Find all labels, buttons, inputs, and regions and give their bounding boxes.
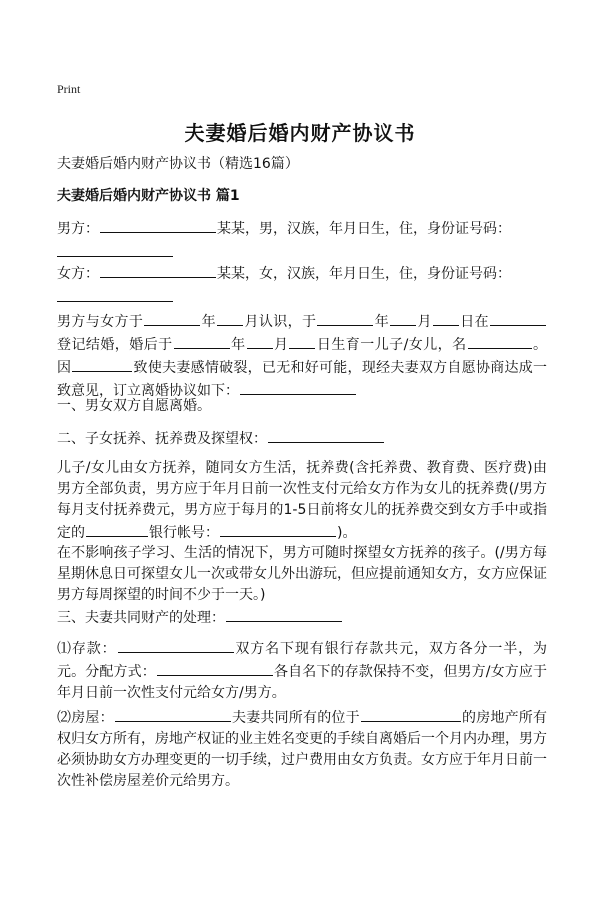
husband-paragraph (57, 217, 547, 257)
deposit-text-2: 双方名下现有银行存款共元，双方各分一半，为元。分配方式： (57, 641, 548, 680)
document-title: 夫妻婚后婚内财产协议书 (184, 121, 416, 145)
child-name-blank (468, 333, 532, 349)
wife-paragraph (57, 262, 547, 302)
wife-id-blank (57, 285, 173, 302)
intro-text-12: 致使夫妻感情破裂，已无和好可能，现经夫妻双方自愿协商达成一致意见，订立离婚协议如下： (57, 360, 548, 399)
wife-prefix: 女方： (57, 266, 99, 282)
item-3-blank (226, 606, 342, 622)
item-2-blank (268, 427, 384, 443)
reg-place-blank (490, 310, 546, 326)
intro-text-5: 月 (417, 314, 432, 330)
print-label: Print (57, 82, 81, 96)
birth-day-blank (289, 333, 315, 349)
designated-blank (86, 521, 148, 537)
reason-blank (72, 356, 132, 372)
intro-text-2: 年 (201, 314, 217, 330)
reg-month-blank (390, 310, 416, 326)
husband-id-blank (57, 240, 173, 257)
child-support-text-1: 儿子/女儿由女方抚养，随同女方生活，抚养费(含托养费、教育费、医疗费)由男方全部负责，男方应于年月日前一次性支付元给女方作为女儿的抚养费(/男方每月支付抚养费元，男方应于每月的1-5日前将女儿的抚养费交到女方手中或指定的 (57, 460, 547, 541)
intro-text-11: 。因 (57, 337, 548, 376)
meet-year-blank (144, 310, 200, 326)
deposit-paragraph (57, 637, 547, 704)
child-support-text-2: 银行帐号： (149, 525, 219, 541)
husband-text: 某某，男，汉族，年月日生，住，身份证号码： (217, 221, 511, 237)
document-subtitle: 夫妻婚后婚内财产协议书（精选16篇） (57, 156, 299, 172)
intro-text-1: 男方与女方于 (57, 314, 144, 330)
child-support-text-3: )。 (337, 525, 357, 541)
child-support-paragraph (57, 458, 547, 544)
house-text-1: ⑵房屋： (57, 710, 114, 726)
intro-text-7: 登记结婚，婚后于 (57, 337, 173, 353)
intro-text-9: 月 (273, 337, 289, 353)
husband-name-blank (100, 217, 216, 233)
birth-month-blank (247, 333, 273, 349)
house-paragraph (57, 706, 547, 792)
intro-text-4: 年 (374, 314, 390, 330)
wife-name-blank (100, 262, 216, 278)
deposit-text-1: ⑴存款： (57, 641, 117, 657)
item-2-text: 二、子女抚养、抚养费及探望权： (57, 431, 267, 447)
intro-text-8: 年 (230, 337, 246, 353)
house-text-3: 的房地产所有权归女方所有，房地产权证的业主姓名变更的手续自离婚后一个月内办理，男方必须协助女方办理变更的一切手续，过户费用由女方负责。女方应于年月日前一次性补偿房屋差价元给男方。 (57, 710, 548, 789)
agreement-blank (240, 379, 356, 395)
deposit-blank (118, 637, 234, 653)
intro-text-3: 月认识，于 (244, 314, 317, 330)
deposit-text-3: 各自名下的存款保持不变，但男方/女方应于年月日前一次性支付元给女方/男方。 (57, 664, 548, 701)
visitation-paragraph: 在不影响孩子学习、生活的情况下，男方可随时探望女方抚养的孩子。(/男方每星期休息日可探望女儿一次或带女儿外出游玩，但应提前通知女方，女方应保证男方每周探望的时间不少于一天。) (57, 545, 547, 603)
intro-text-6: 日在 (459, 314, 490, 330)
reg-year-blank (317, 310, 373, 326)
item-3-text: 三、夫妻共同财产的处理： (57, 610, 225, 626)
item-3 (57, 606, 547, 629)
wife-text: 某某，女，汉族，年月日生，住，身份证号码： (217, 266, 511, 282)
item-2 (57, 427, 547, 450)
husband-prefix: 男方： (57, 221, 99, 237)
meet-month-blank (217, 310, 243, 326)
distribution-blank (157, 660, 273, 676)
section-title: 夫妻婚后婚内财产协议书 篇1 (57, 188, 240, 204)
house-blank (115, 706, 231, 722)
intro-paragraph (57, 310, 547, 402)
reg-day-blank (433, 310, 459, 326)
birth-year-blank (174, 333, 230, 349)
item-1: 一、男女双方自愿离婚。 (57, 398, 211, 414)
location-blank (361, 706, 461, 722)
bank-account-blank (220, 521, 336, 537)
intro-text-10: 日生育一儿子/女儿，名 (316, 337, 467, 353)
house-text-2: 夫妻共同所有的位于 (231, 710, 360, 726)
